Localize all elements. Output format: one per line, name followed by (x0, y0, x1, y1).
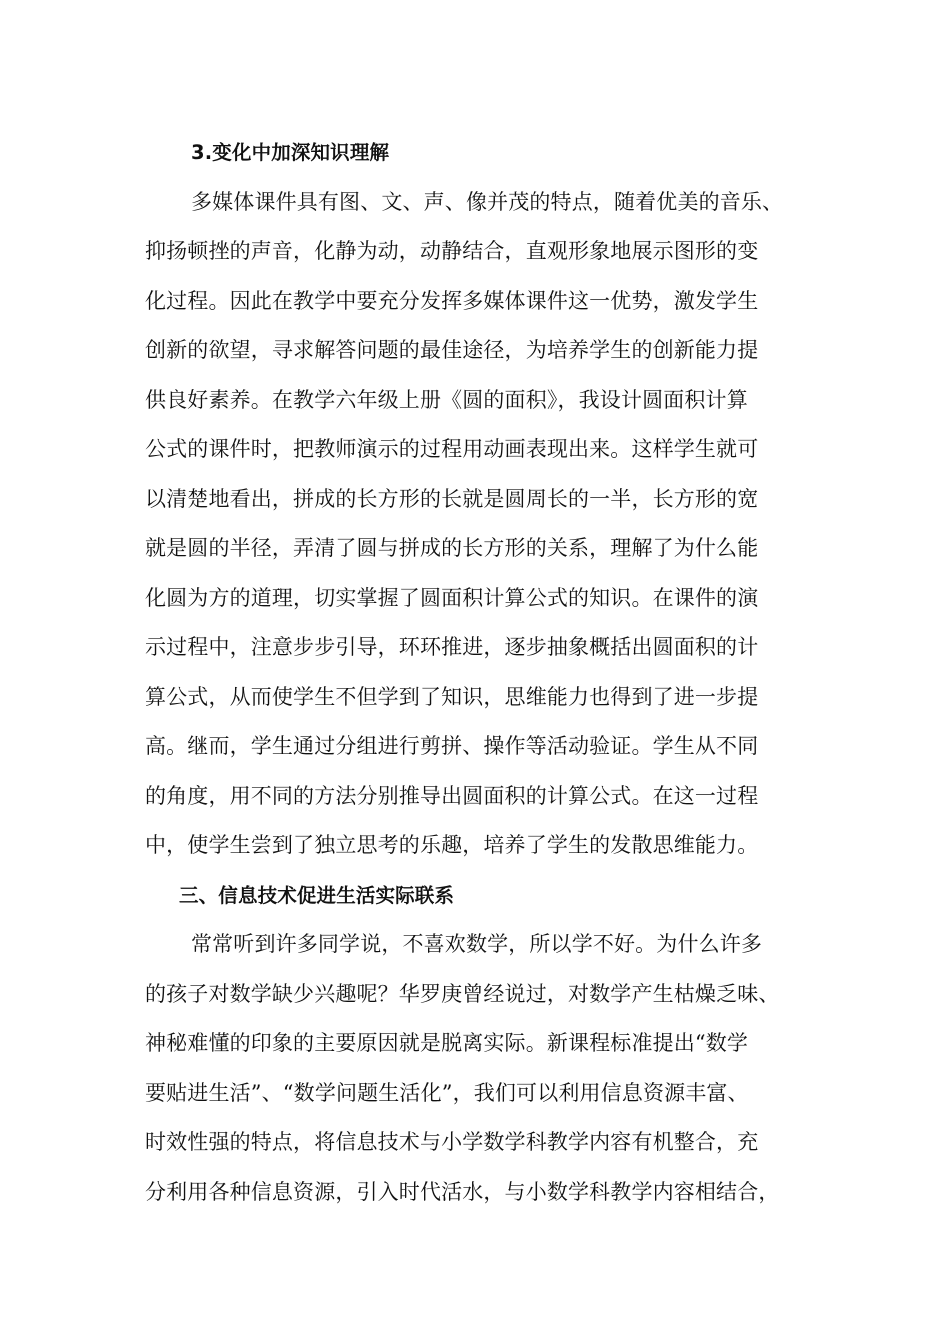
paragraph-line: 抑扬顿挫的声音，化静为动，动静结合，直观形象地展示图形的变 (145, 239, 759, 263)
paragraph-line: 就是圆的半径，弄清了圆与拼成的长方形的关系，理解了为什么能 (145, 536, 759, 560)
paragraph-line: 神秘难懂的印象的主要原因就是脱离实际。新课程标准提出“数学 (145, 1031, 749, 1055)
paragraph-line: 要贴进生活”、“数学问题生活化”，我们可以利用信息资源丰富、 (145, 1080, 749, 1105)
paragraph-line: 以清楚地看出，拼成的长方形的长就是圆周长的一半，长方形的宽 (145, 486, 759, 511)
section-three-paragraph (145, 920, 815, 1217)
paragraph-line: 化过程。因此在教学中要充分发挥多媒体课件这一优势，激发学生 (145, 288, 759, 313)
section-3-paragraph (145, 178, 815, 871)
paragraph-line: 的孩子对数学缺少兴趣呢？华罗庚曾经说过，对数学产生枯燥乏味、 (145, 981, 780, 1006)
paragraph-line: 示过程中，注意步步引导，环环推进，逐步抽象概括出圆面积的计 (145, 635, 759, 659)
paragraph-line: 常常听到许多同学说，不喜欢数学，所以学不好。为什么许多 (191, 932, 763, 956)
paragraph-line: 的角度，用不同的方法分别推导出圆面积的计算公式。在这一过程 (145, 783, 759, 808)
section-heading-3: 3.变化中加深知识理解 (191, 141, 390, 164)
paragraph-line: 公式的课件时，把教师演示的过程用动画表现出来。这样学生就可 (145, 437, 759, 461)
paragraph-line: 中，使学生尝到了独立思考的乐趣，培养了学生的发散思维能力。 (145, 833, 759, 857)
document-body (145, 128, 815, 1217)
paragraph-line: 创新的欲望，寻求解答问题的最佳途径，为培养学生的创新能力提 (145, 338, 759, 362)
section-heading-three: 三、信息技术促进生活实际联系 (179, 883, 455, 907)
paragraph-line: 分利用各种信息资源，引入时代活水，与小数学科教学内容相结合， (145, 1179, 780, 1204)
paragraph-line: 化圆为方的道理，切实掌握了圆面积计算公式的知识。在课件的演 (145, 585, 759, 610)
paragraph-line: 高。继而，学生通过分组进行剪拼、操作等活动验证。学生从不同 (145, 734, 759, 758)
paragraph-line: 算公式，从而使学生不但学到了知识，思维能力也得到了进一步提 (145, 684, 759, 709)
paragraph-line: 多媒体课件具有图、文、声、像并茂的特点，随着优美的音乐、 (191, 189, 784, 214)
paragraph-line: 供良好素养。在教学六年级上册《圆的面积》，我设计圆面积计算 (145, 387, 748, 412)
paragraph-line: 时效性强的特点，将信息技术与小学数学科教学内容有机整合，充 (145, 1130, 759, 1154)
